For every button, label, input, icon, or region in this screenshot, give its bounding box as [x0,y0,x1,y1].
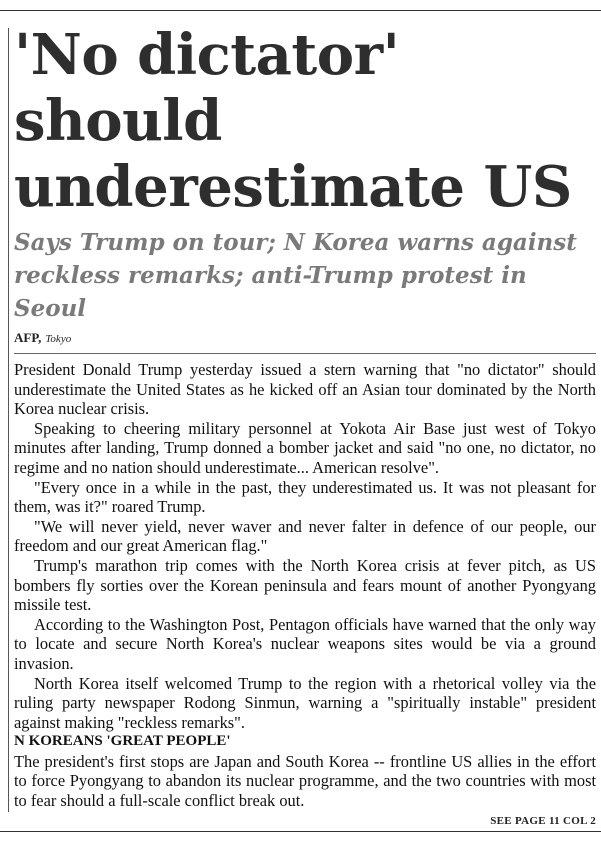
paragraph-7: North Korea itself welcomed Trump to the region with a rhetorical volley via the ruling party newspaper Rodong Sinmun, warning a "spiritually instable" president against making "reckless remarks". [14,673,596,732]
section-heading: N KOREANS 'GREAT PEOPLE' [14,733,231,750]
paragraph-5: Trump's marathon trip comes with the North Korea crisis at fever pitch, as US bombers fly sorties over the Korean peninsula and fears mount of another Pyongyang missile test. [14,555,596,615]
paragraph-3: "Every once in a while in the past, they underestimated us. It was not pleasant for them, was it?" roared Trump. [14,477,596,517]
top-rule [0,10,601,11]
paragraph-2: Speaking to cheering military personnel at Yokota Air Base just west of Tokyo minutes after landing, Trump donned a bomber jacket and said "no one, no dictator, no regime and no nation should underestimate... American resolve". [14,418,596,477]
byline-city: Tokyo [45,333,72,345]
byline [14,329,596,347]
headline: 'No dictator' should underestimate US [14,22,572,220]
continuation-note: SEE PAGE 11 COL 2 [490,814,596,827]
byline-divider [14,353,596,354]
paragraph-6: According to the Washington Post, Pentagon officials have warned that the only way to locate and secure North Korea's nuclear weapons sites would be via a ground invasion. [14,614,596,673]
paragraph-1: President Donald Trump yesterday issued a stern warning that "no dictator" should underestimate the United States as he kicked off an Asian tour dominated by the North Korea nuclear crisis. [14,360,596,419]
paragraph-8: The president's first stops are Japan and South Korea -- frontline US allies in the effort to force Pyongyang to abandon its nuclear programme, and the two countries with most to fear should a full-scale conflict break out. [14,751,596,811]
byline-agency: AFP, [14,330,42,345]
paragraph-4: "We will never yield, never waver and never falter in defence of our people, our freedom and our great American flag." [14,516,596,556]
article-body [14,360,596,811]
subheadline: Says Trump on tour; N Korea warns against reckless remarks; anti-Trump protest in Seoul [14,229,577,322]
left-column-rule [8,28,9,812]
article [14,22,596,827]
bottom-rule [0,831,601,832]
